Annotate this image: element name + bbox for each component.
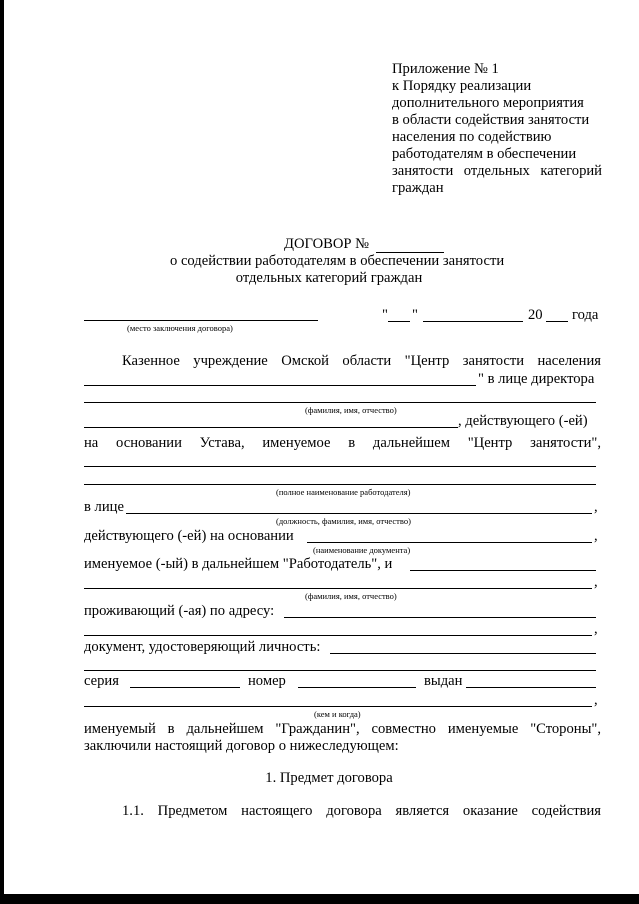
issued-blank[interactable] (466, 687, 596, 688)
caption-document: (наименование документа) (313, 545, 411, 555)
employer-name-blank-1[interactable] (84, 466, 596, 467)
director-fio-blank[interactable] (84, 402, 596, 403)
basis-document-blank[interactable] (307, 542, 592, 543)
comma: , (594, 692, 598, 708)
acting-text: , действующего (-ей) (458, 413, 588, 429)
appendix-line: занятости отдельных категорий (392, 163, 602, 179)
residing-label: проживающий (-ая) по адресу: (84, 603, 275, 619)
appendix-line: к Порядку реализации (392, 78, 532, 94)
comma: , (594, 621, 598, 637)
year-prefix: 20 (528, 307, 543, 323)
series-label: серия (84, 673, 119, 689)
citizen-fio-blank-1[interactable] (410, 570, 596, 571)
caption-fio: (фамилия, имя, отчество) (305, 591, 397, 601)
appendix-line: граждан (392, 180, 444, 196)
place-blank[interactable] (84, 320, 318, 321)
center-name-blank[interactable] (84, 385, 476, 386)
comma: , (594, 499, 598, 515)
representative-blank[interactable] (126, 513, 592, 514)
quote-open: " (382, 307, 388, 323)
quote-close: " (412, 307, 418, 323)
employer-name-blank-2[interactable] (84, 484, 596, 485)
address-blank-2[interactable] (84, 635, 592, 636)
clause-1-1: 1.1. Предметом настоящего договора является оказание содействия (122, 803, 601, 819)
page-bottom-edge (0, 894, 639, 904)
address-blank-1[interactable] (284, 617, 596, 618)
paragraph-line: Казенное учреждение Омской области "Центр занятости населения (122, 353, 601, 369)
number-blank[interactable] (298, 687, 416, 688)
appendix-line: населения по содействию (392, 129, 552, 145)
contract-subtitle-2: отдельных категорий граждан (235, 270, 423, 286)
year-blank[interactable] (546, 321, 568, 322)
id-document-blank-2[interactable] (84, 670, 596, 671)
acting-basis-label: действующего (-ей) на основании (84, 528, 294, 544)
appendix-line: в области содействия занятости (392, 112, 590, 128)
section-title: 1. Предмет договора (265, 770, 393, 786)
parties-line: заключили настоящий договор о нижеследующем: (84, 738, 399, 754)
citizen-fio-blank-2[interactable] (84, 588, 592, 589)
appendix-line: дополнительного мероприятия (392, 95, 584, 111)
caption-position: (должность, фамилия, имя, отчество) (276, 516, 411, 526)
id-document-label: документ, удостоверяющий личность: (84, 639, 321, 655)
year-suffix: года (572, 307, 599, 323)
in-person-label: в лице (84, 499, 124, 515)
named-employer-label: именуемое (-ый) в дальнейшем "Работодатель", и (84, 556, 393, 572)
series-blank[interactable] (130, 687, 240, 688)
director-fio-blank-2[interactable] (84, 427, 458, 428)
caption-fio: (фамилия, имя, отчество) (305, 405, 397, 415)
place-caption: (место заключения договора) (127, 323, 233, 333)
basis-line: на основании Устава, именуемое в дальнейшем "Центр занятости", (84, 435, 601, 451)
parties-line: именуемый в дальнейшем "Гражданин", совместно именуемые "Стороны", (84, 721, 601, 737)
caption-employer: (полное наименование работодателя) (276, 487, 411, 497)
number-label: номер (248, 673, 286, 689)
comma: , (594, 528, 598, 544)
id-document-blank-1[interactable] (330, 653, 596, 654)
appendix-line: Приложение № 1 (392, 61, 499, 77)
issued-label: выдан (424, 673, 463, 689)
contract-subtitle-1: о содействии работодателям в обеспечении занятости (170, 253, 505, 269)
issued-by-blank[interactable] (84, 706, 592, 707)
caption-issued: (кем и когда) (314, 709, 361, 719)
page-left-edge (0, 0, 4, 904)
month-blank[interactable] (423, 321, 523, 322)
contract-heading: ДОГОВОР № (284, 236, 370, 252)
day-blank[interactable] (388, 321, 410, 322)
paragraph-line: " в лице директора (478, 371, 595, 387)
appendix-line: работодателям в обеспечении (392, 146, 577, 162)
comma: , (594, 574, 598, 590)
